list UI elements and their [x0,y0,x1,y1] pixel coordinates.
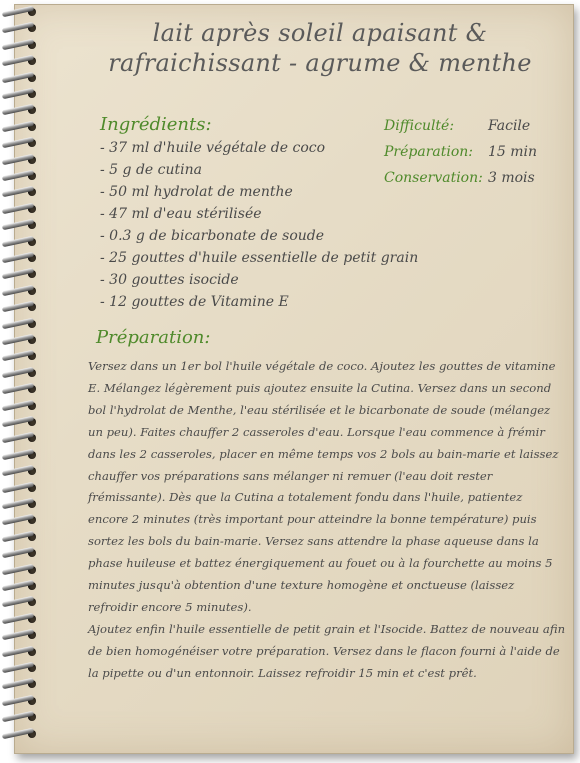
spiral-ring [2,580,38,592]
ingredients-heading: Ingrédients: [100,114,212,135]
spiral-ring [2,367,38,379]
spiral-ring [2,334,38,346]
ingredient-item: - 30 gouttes isocide [100,272,239,288]
spiral-ring [2,564,38,576]
spiral-ring [2,170,38,182]
recipe-title-line-1: lait après soleil apaisant & [152,19,488,47]
preparation-paragraph: Ajoutez enfin l'huile essentielle de petit grain et l'Isocide. Battez de nouveau afin de bien homogénéiser votre préparation. Versez dans le flacon fourni à l'aide de la pipette ou d'un entonnoir. Laissez refroidir 15 min et c'est prêt. [88,621,566,680]
info-label: Difficulté: [384,118,455,134]
spiral-ring [2,482,38,494]
recipe-title-line-2: rafraichissant - agrume & menthe [108,49,532,77]
info-value: 15 min [488,144,538,160]
spiral-ring [2,203,38,215]
spiral-ring [2,383,38,395]
info-value: 3 mois [488,170,535,186]
spiral-ring [2,629,38,641]
ingredient-item: - 37 ml d'huile végétale de coco [100,140,326,156]
spiral-ring [2,711,38,723]
ingredient-item: - 5 g de cutina [100,162,202,178]
spiral-ring [2,186,38,198]
ingredients-list [100,137,418,313]
spiral-ring [2,646,38,658]
spiral-ring [2,318,38,330]
spiral-ring [2,121,38,133]
spiral-ring [2,154,38,166]
spiral-ring [2,252,38,264]
info-label: Conservation: [384,170,483,186]
spiral-ring [2,219,38,231]
spiral-ring [2,137,38,149]
spiral-ring [2,728,38,740]
ingredient-item: - 47 ml d'eau stérilisée [100,206,262,222]
spiral-ring [2,531,38,543]
spiral-ring [2,72,38,84]
spiral-ring [2,514,38,526]
ingredient-item: - 0.3 g de bicarbonate de soude [100,228,325,244]
spiral-ring [2,285,38,297]
spiral-ring [2,236,38,248]
spiral-ring [2,88,38,100]
spiral-ring [2,416,38,428]
spiral-ring [2,547,38,559]
spiral-ring [2,662,38,674]
preparation-text [88,356,566,685]
spiral-ring [2,104,38,116]
spiral-ring [2,55,38,67]
info-label: Préparation: [384,144,474,160]
spiral-ring [2,678,38,690]
preparation-paragraph: Versez dans un 1er bol l'huile végétale de coco. Ajoutez les gouttes de vitamine E. Mélangez légèrement puis ajoutez ensuite la Cutina. Versez dans un second bol l'hydrolat de Menthe, l'eau stérilisée et le bicarbonate de soude (mélangez un peu). Faites chauffer 2 casseroles d'eau. Lorsque l'eau commence à frémir dans les 2 casseroles, placer en même temps vos 2 bols au bain-marie et laissez chauffer vos préparations sans mélanger ni remuer (l'eau doit rester frémissante). Dès que la Cutina a totalement fondu dans l'huile, patientez encore 2 minutes (très important pour atteindre la bonne température) puis sortez les bols du bain-marie. Versez sans attendre la phase aqueuse dans la phase huileuse et battez énergiquement au fouet ou à la fourchette au moins 5 minutes jusqu'à obtention d'une texture homogène et onctueuse (laissez refroidir encore 5 minutes). [88,359,559,614]
spiral-ring [2,22,38,34]
spiral-ring [2,498,38,510]
spiral-ring [2,432,38,444]
ingredient-item: - 12 gouttes de Vitamine E [100,294,289,310]
spiral-ring [2,613,38,625]
spiral-binding [0,6,40,751]
spiral-ring [2,6,38,18]
preparation-heading: Préparation: [96,327,211,348]
spiral-ring [2,400,38,412]
ingredient-item: - 25 gouttes d'huile essentielle de petit grain [100,250,419,266]
spiral-ring [2,596,38,608]
spiral-ring [2,695,38,707]
spiral-ring [2,39,38,51]
spiral-ring [2,268,38,280]
info-value: Facile [488,118,531,134]
ingredient-item: - 50 ml hydrolat de menthe [100,184,293,200]
recipe-title [70,18,570,78]
spiral-ring [2,301,38,313]
spiral-ring [2,350,38,362]
spiral-ring [2,449,38,461]
spiral-ring [2,465,38,477]
